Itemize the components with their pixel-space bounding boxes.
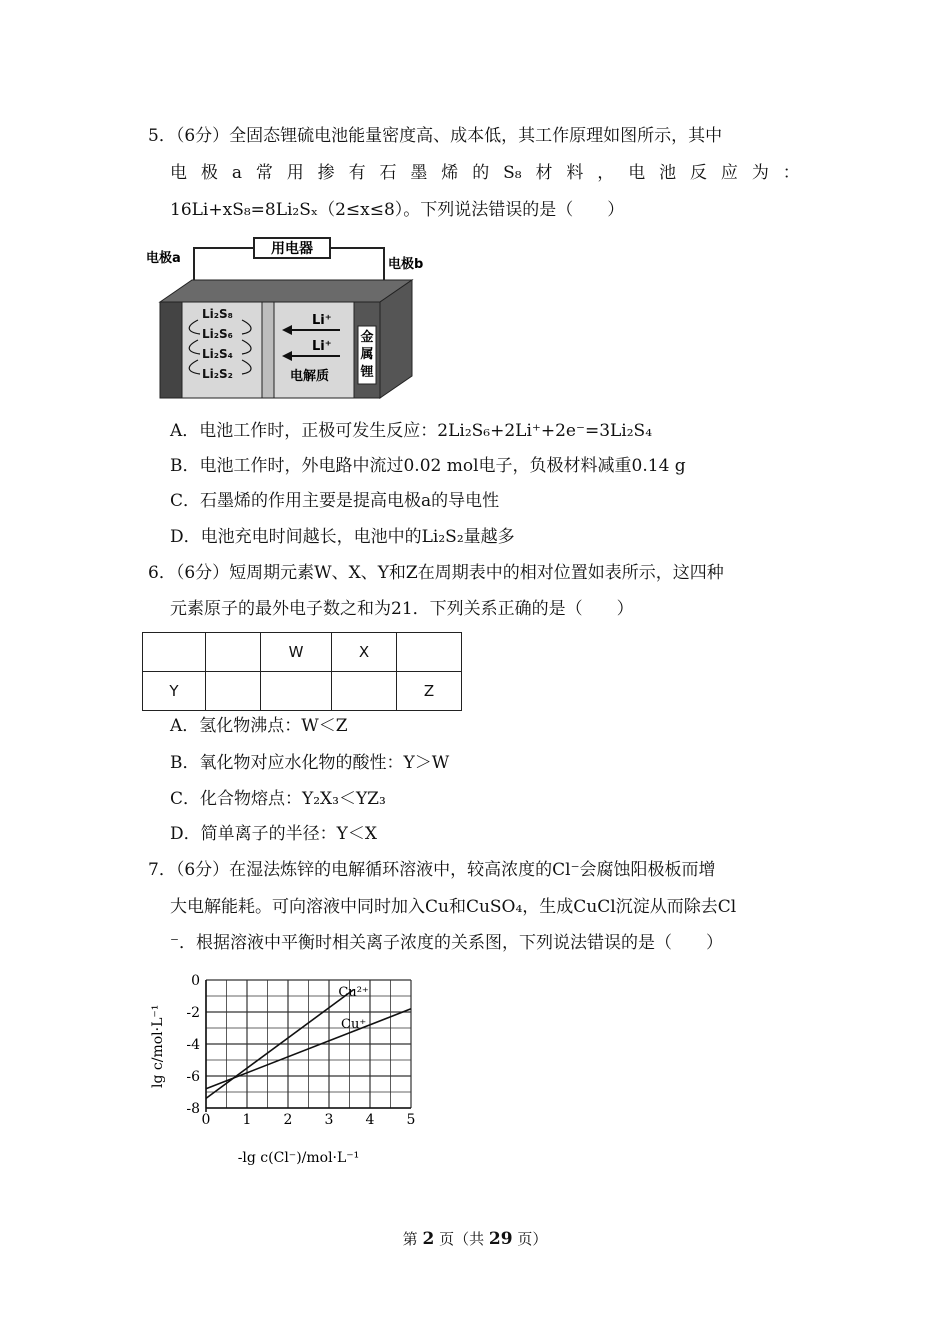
cell-r1c5 <box>397 633 462 672</box>
y-tick-label: 0 <box>191 973 200 989</box>
electrode-a-label: 电极a <box>146 251 181 266</box>
q5-line2-char: 池 <box>659 163 677 183</box>
q5-line2-char: 常 <box>255 163 273 183</box>
cell-r1c4: X <box>332 633 397 672</box>
species-4: Li₂S₂ <box>202 367 233 381</box>
x-tick-label: 2 <box>283 1112 293 1128</box>
cell-r1c1 <box>143 633 206 672</box>
electrolyte-label: 电解质 <box>290 369 330 384</box>
q5-option-d: D．电池充电时间越长，电池中的Li₂S₂量越多 <box>170 527 515 547</box>
cell-r2c5: Z <box>397 672 462 711</box>
q7-line1: 7．（6分）在湿法炼锌的电解循环溶液中，较高浓度的Cl⁻会腐蚀阳极板而增 <box>148 860 716 880</box>
footer-mid: 页（共 <box>439 1230 485 1248</box>
q7-line2: 大电解能耗。可向溶液中同时加入Cu和CuSO₄，生成CuCl沉淀从而除去Cl <box>170 897 737 917</box>
footer-suffix: 页） <box>517 1230 548 1248</box>
footer-page: 2 <box>422 1229 435 1249</box>
q5-line2-char: 电 <box>628 163 646 183</box>
cell-r2c2 <box>206 672 261 711</box>
q5-line2-char: 反 <box>690 163 708 183</box>
q5-line2-char: 用 <box>286 163 304 183</box>
cell-r2c4 <box>332 672 397 711</box>
y-tick-label: -4 <box>186 1037 200 1053</box>
species-1: Li₂S₈ <box>202 307 233 321</box>
q5-option-c: C．石墨烯的作用主要是提高电极a的导电性 <box>170 491 500 511</box>
x-tick-label: 4 <box>365 1112 375 1128</box>
x-tick-label: 5 <box>406 1112 416 1128</box>
q5-line2 <box>170 161 800 185</box>
x-tick-label: 0 <box>201 1112 211 1128</box>
ion-label-2: Li⁺ <box>312 339 332 354</box>
q5-line2-char: 有 <box>348 163 366 183</box>
battery-figure <box>142 236 432 404</box>
q5-line2-char: 烯 <box>441 163 459 183</box>
q5-line2-char: ： <box>782 163 800 183</box>
q6-line1: 6．（6分）短周期元素W、X、Y和Z在周期表中的相对位置如表所示，这四种 <box>148 563 724 583</box>
q6-option-c: C．化合物熔点：Y₂X₃＜YZ₃ <box>170 789 386 809</box>
q5-line2-char: 掺 <box>317 163 335 183</box>
q6-option-b: B．氧化物对应水化物的酸性：Y＞W <box>170 753 450 773</box>
q6-line2: 元素原子的最外电子数之和为21．下列关系正确的是（ ） <box>170 599 634 619</box>
cell-r1c2 <box>206 633 261 672</box>
q6-option-a: A．氢化物沸点：W＜Z <box>170 716 348 736</box>
q6-option-d: D．简单离子的半径：Y＜X <box>170 824 377 844</box>
metal-char-3: 锂 <box>360 365 374 380</box>
y-axis-label: lg c/mol·L⁻¹ <box>150 1004 166 1088</box>
species-2: Li₂S₆ <box>202 327 233 341</box>
cell-r1c3: W <box>261 633 332 672</box>
q5-line2-char: 料 <box>566 163 584 183</box>
q5-line2-char: 为 <box>751 163 769 183</box>
q5-line3: 16Li+xS₈=8Li₂Sₓ（2≤x≤8）。下列说法错误的是（ ） <box>170 200 625 220</box>
q5-option-b: B．电池工作时，外电路中流过0.02 mol电子，负极材料减重0.14 g <box>170 456 686 476</box>
species-3: Li₂S₄ <box>202 347 233 361</box>
concentration-chart <box>140 968 440 1183</box>
q5-line1: 5．（6分）全固态锂硫电池能量密度高、成本低，其工作原理如图所示，其中 <box>148 126 723 146</box>
electrode-b-label: 电极b <box>388 257 424 272</box>
cell-r2c3 <box>261 672 332 711</box>
q5-line2-char: 石 <box>379 163 397 183</box>
q5-line2-char: 电 <box>170 163 187 183</box>
q5-line2-char: 极 <box>200 163 218 183</box>
series-label-2: Cu⁺ <box>341 1017 367 1032</box>
x-tick-label: 1 <box>242 1112 252 1128</box>
footer-prefix: 第 <box>402 1230 418 1248</box>
metal-char-2: 属 <box>360 347 374 362</box>
q5-option-a: A．电池工作时，正极可发生反应：2Li₂S₆+2Li⁺+2e⁻=3Li₂S₄ <box>170 421 653 441</box>
q5-line2-char: 墨 <box>410 163 428 183</box>
metal-char-1: 金 <box>360 330 374 345</box>
device-label: 用电器 <box>271 241 313 257</box>
q5-line2-char: S₈ <box>503 163 522 183</box>
cell-r2c1: Y <box>143 672 206 711</box>
x-tick-label: 3 <box>324 1112 334 1128</box>
y-tick-label: -8 <box>186 1101 200 1117</box>
q5-line2-char: 应 <box>720 163 738 183</box>
q5-line2-char: ， <box>597 163 615 183</box>
y-tick-label: -6 <box>186 1069 200 1085</box>
y-tick-label: -2 <box>186 1005 200 1021</box>
page-footer <box>0 1228 950 1249</box>
ion-label-1: Li⁺ <box>312 313 332 328</box>
series-label-1: Cu²⁺ <box>338 985 369 1000</box>
q5-line2-char: 材 <box>535 163 553 183</box>
footer-total: 29 <box>488 1229 513 1249</box>
periodic-table <box>142 632 462 711</box>
q5-line2-char: a <box>231 163 242 183</box>
q7-line3: ⁻．根据溶液中平衡时相关离子浓度的关系图，下列说法错误的是（ ） <box>170 933 723 953</box>
x-axis-label: -lg c(Cl⁻)/mol·L⁻¹ <box>237 1150 360 1166</box>
q5-line2-char: 的 <box>472 163 490 183</box>
